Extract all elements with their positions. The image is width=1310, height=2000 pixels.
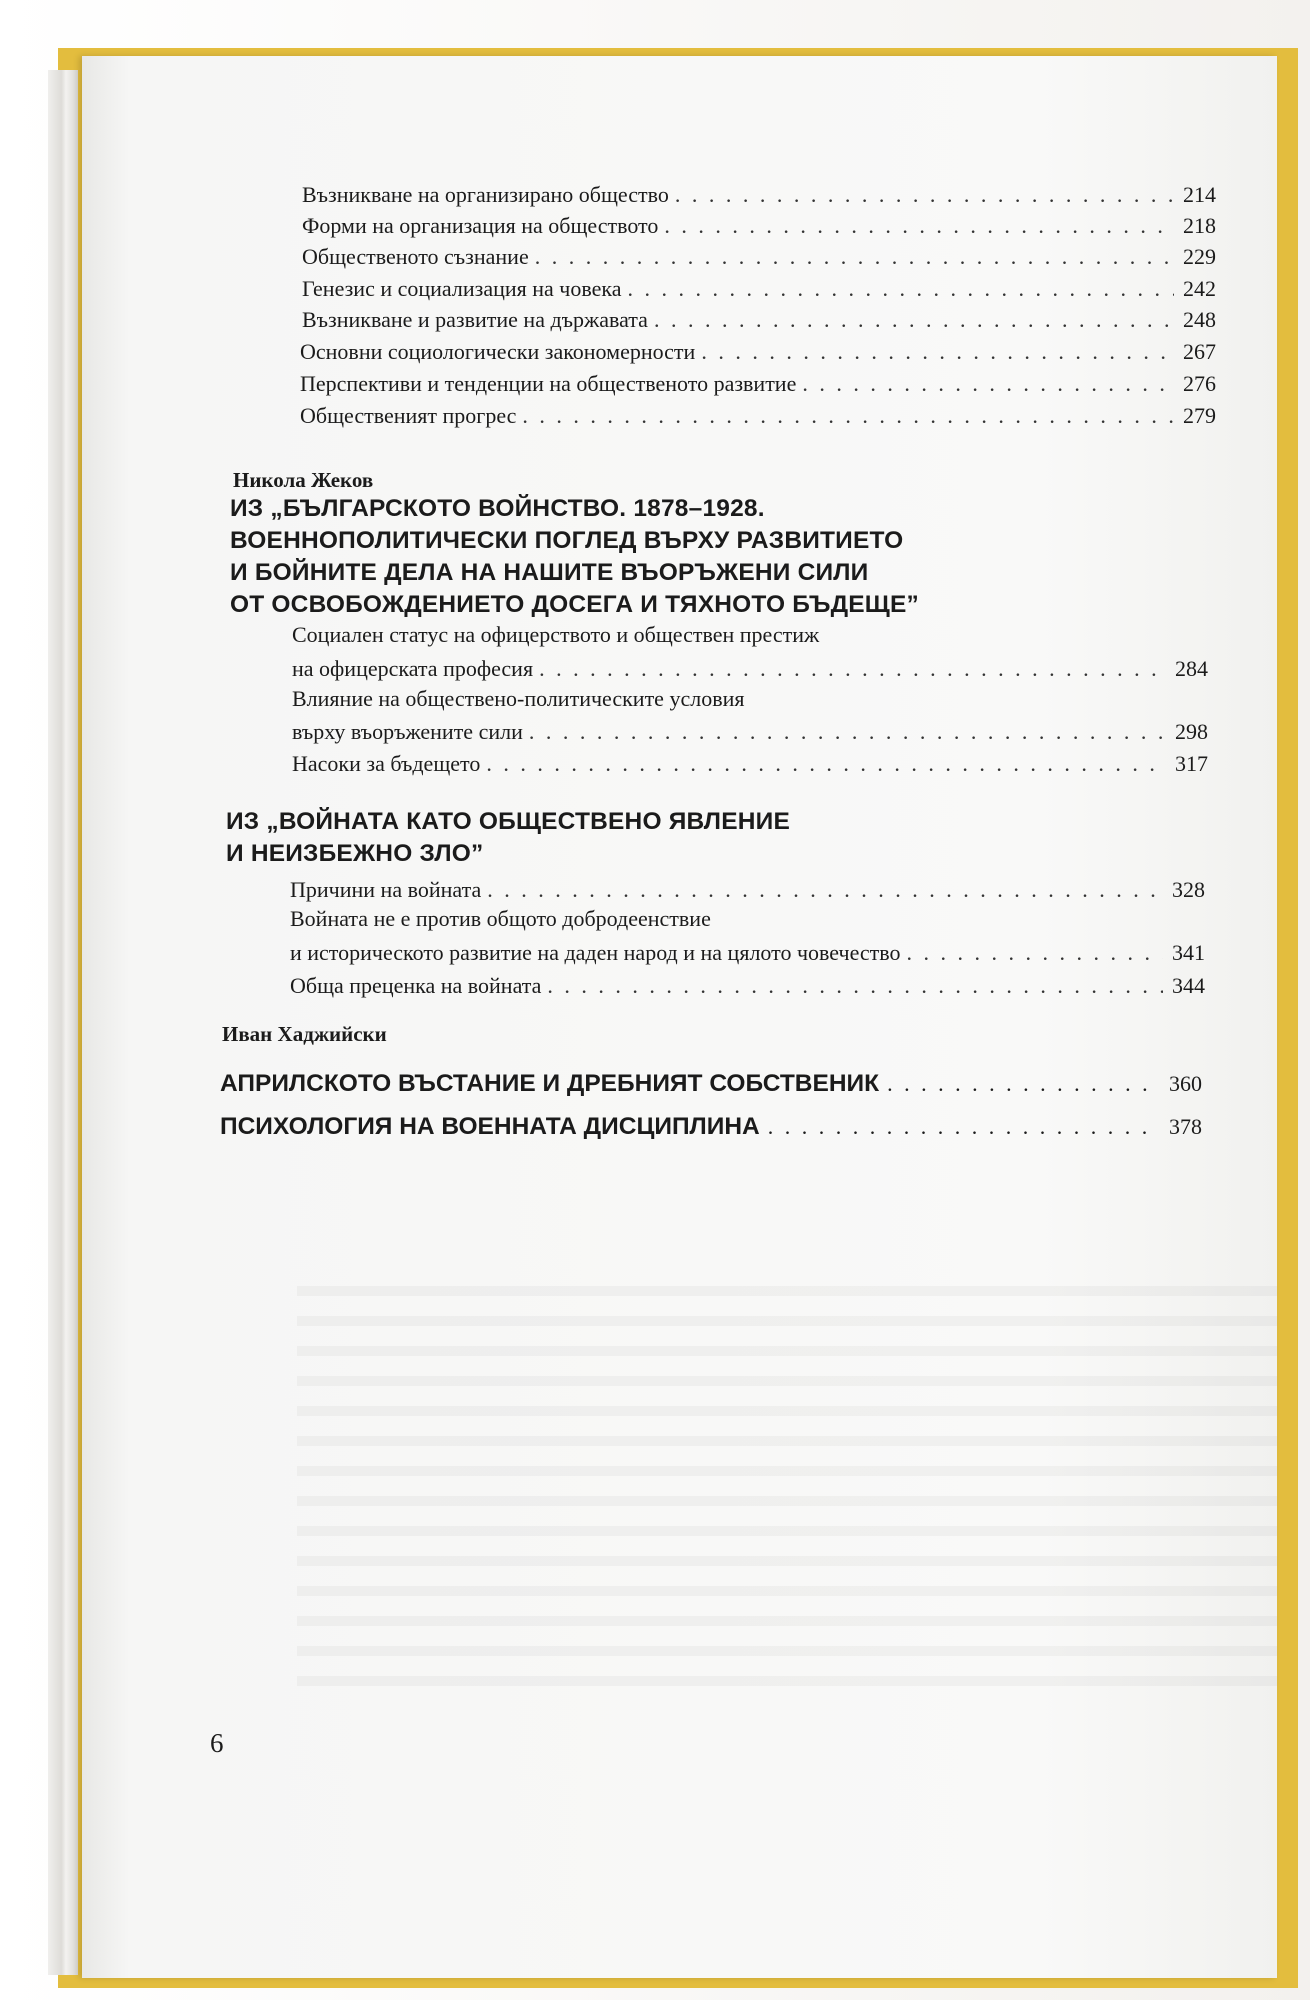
leader-dots [539, 658, 1166, 680]
leader-dots [529, 721, 1166, 743]
toc-entry-page: 378 [1169, 1114, 1202, 1139]
section-heading[interactable] [226, 806, 790, 870]
toc-entry[interactable] [302, 215, 1216, 237]
toc-entry-title: върху въоръжените сили [292, 719, 523, 744]
heading-line: ИЗ „ВОЙНАТА КАТО ОБЩЕСТВЕНО ЯВЛЕНИЕ [226, 808, 790, 835]
toc-entry[interactable] [300, 373, 1216, 395]
toc-entry-title: Възникване и развитие на държавата [302, 307, 648, 332]
toc-entry-title: Обща преценка на войната [290, 973, 542, 998]
leader-dots [487, 879, 1163, 901]
toc-entry-page: 317 [1175, 751, 1208, 776]
toc-entry[interactable] [300, 405, 1216, 427]
leader-dots [628, 278, 1174, 300]
toc-entry[interactable] [292, 721, 1208, 743]
toc-entry-title: Възникване на организирано общество [302, 182, 669, 207]
toc-entry-title: Общественото съзнание [302, 244, 529, 269]
leader-dots [522, 405, 1174, 427]
heading-line: ОТ ОСВОБОЖДЕНИЕТО ДОСЕГА И ТЯХНОТО БЪДЕЩЕ” [230, 591, 919, 618]
toc-entry-title: на офицерската професия [292, 656, 534, 681]
toc-entry-title-line[interactable]: Влияние на обществено-политическите условия [292, 686, 745, 711]
leader-dots [486, 753, 1166, 775]
toc-entry-title: и историческото развитие на даден народ и на цялото човечество [290, 940, 901, 965]
page-number: 6 [210, 1728, 224, 1758]
section-heading[interactable] [230, 493, 919, 621]
heading-line: И БОЙНИТЕ ДЕЛА НА НАШИТЕ ВЪОРЪЖЕНИ СИЛИ [230, 559, 869, 586]
leader-dots [547, 975, 1163, 997]
leader-dots [802, 373, 1174, 395]
toc-entry-title: ПСИХОЛОГИЯ НА ВОЕННАТА ДИСЦИПЛИНА [220, 1113, 760, 1140]
toc-entry[interactable] [292, 658, 1208, 680]
toc-entry-title: Перспективи и тенденции на общественото развитие [300, 371, 797, 396]
heading-line: ВОЕННОПОЛИТИЧЕСКИ ПОГЛЕД ВЪРХУ РАЗВИТИЕТО [230, 527, 904, 554]
toc-entry[interactable] [302, 184, 1216, 206]
section-author: Иван Хаджийски [222, 1022, 387, 1046]
toc-entry-page: 328 [1172, 877, 1205, 902]
toc-entry-page: 229 [1183, 244, 1216, 269]
toc-entry-title: Общественият прогрес [300, 403, 517, 428]
toc-entry-page: 218 [1183, 213, 1216, 238]
show-through-texture [297, 1286, 1277, 1686]
leader-dots [768, 1114, 1158, 1140]
toc-entry[interactable] [290, 942, 1205, 964]
toc-entry-page: 344 [1172, 973, 1205, 998]
toc-entry[interactable] [302, 246, 1216, 268]
leader-dots [907, 942, 1164, 964]
toc-entry-page: 360 [1169, 1071, 1202, 1096]
toc-entry[interactable] [302, 309, 1216, 331]
toc-entry[interactable] [300, 341, 1216, 363]
heading-line: ИЗ „БЪЛГАРСКОТО ВОЙНСТВО. 1878–1928. [230, 495, 765, 522]
toc-entry[interactable] [220, 1113, 1202, 1141]
toc-entry-title: Основни социологически закономерности [300, 339, 696, 364]
toc-entry-page: 242 [1183, 276, 1216, 301]
toc-entry-page: 279 [1183, 403, 1216, 428]
toc-entry-page: 267 [1183, 339, 1216, 364]
toc-entry-page: 298 [1175, 719, 1208, 744]
toc-entry-title-line[interactable]: Войната не е против общото добродеенствие [290, 906, 711, 931]
leader-dots [887, 1071, 1158, 1097]
leader-dots [701, 341, 1174, 363]
leader-dots [535, 246, 1174, 268]
toc-entry[interactable] [220, 1070, 1202, 1098]
toc-entry-title-line[interactable]: Социален статус на офицерството и обществен престиж [292, 622, 820, 647]
toc-entry-title: АПРИЛСКОТО ВЪСТАНИЕ И ДРЕБНИЯТ СОБСТВЕНИК [220, 1070, 880, 1097]
leader-dots [664, 215, 1174, 237]
toc-entry[interactable] [292, 753, 1208, 775]
toc-entry[interactable] [290, 975, 1205, 997]
toc-entry-page: 248 [1183, 307, 1216, 332]
toc-entry-page: 276 [1183, 371, 1216, 396]
page-edges [48, 70, 78, 1975]
toc-entry[interactable] [290, 879, 1205, 901]
heading-line: И НЕИЗБЕЖНО ЗЛО” [226, 840, 484, 867]
toc-entry[interactable] [302, 278, 1216, 300]
toc-entry-page: 284 [1175, 656, 1208, 681]
toc-entry-title: Насоки за бъдещето [292, 751, 481, 776]
toc-entry-page: 214 [1183, 182, 1216, 207]
toc-entry-title: Причини на войната [290, 877, 482, 902]
toc-entry-title: Генезис и социализация на човека [302, 276, 622, 301]
leader-dots [675, 184, 1174, 206]
toc-entry-title: Форми на организация на обществото [302, 213, 659, 238]
leader-dots [654, 309, 1174, 331]
toc-entry-page: 341 [1172, 940, 1205, 965]
section-author: Никола Жеков [233, 468, 374, 492]
